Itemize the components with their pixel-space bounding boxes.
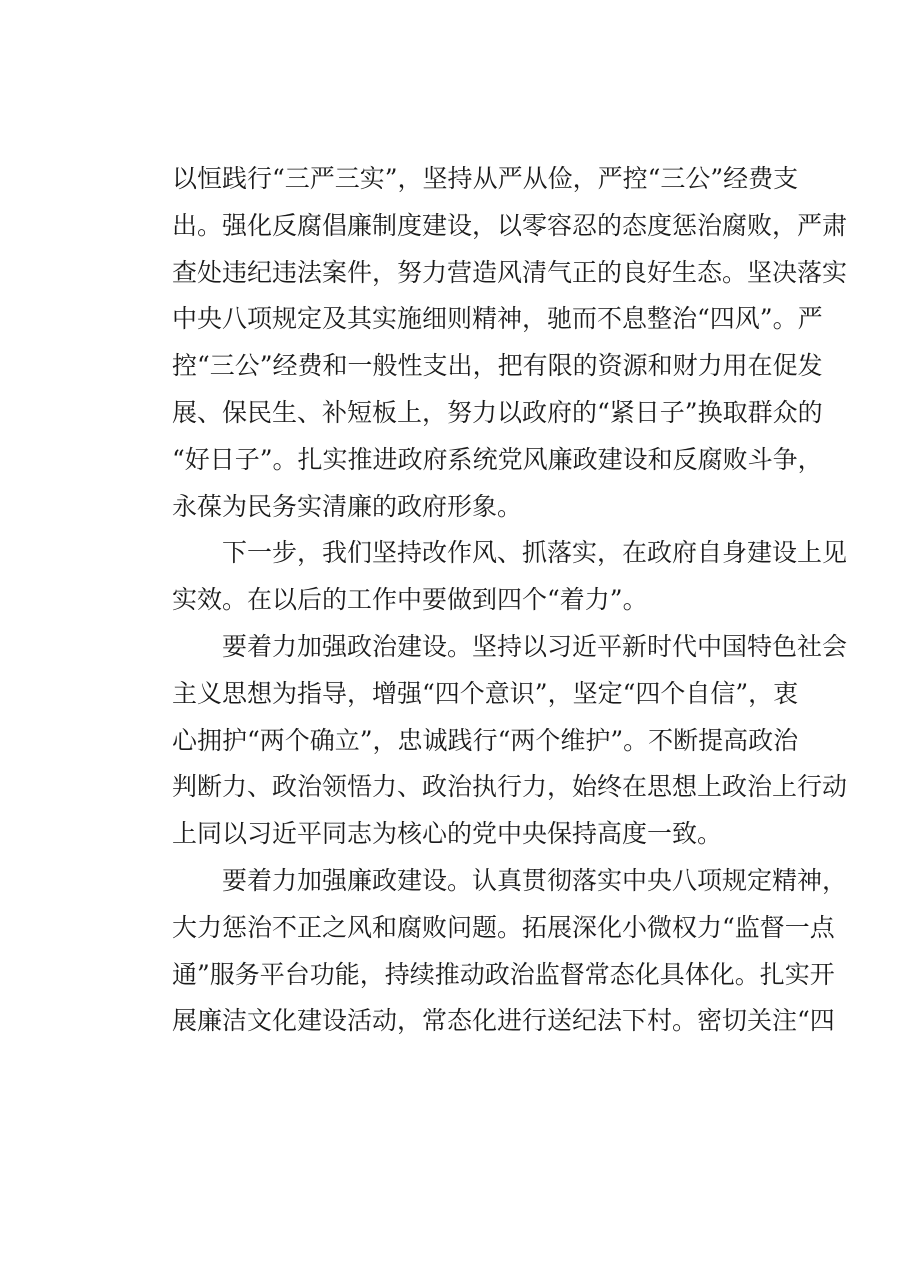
text-line: 以恒践行“三严三实”，坚持从严从俭，严控“三公”经费支 — [172, 164, 799, 193]
text-line: 展廉洁文化建设活动，常态化进行送纪法下村。密切关注“四 — [172, 1006, 835, 1036]
text-line: 要着力加强廉政建设。认真贯彻落实中央八项规定精神， — [172, 865, 848, 895]
text-line: 大力惩治不正之风和腐败问题。拓展深化小微权力“监督一点 — [172, 912, 835, 942]
text-line: 下一步，我们坚持改作风、抓落实，在政府自身建设上见 — [172, 538, 848, 568]
text-line: 主义思想为指导，增强“四个意识”，坚定“四个自信”，衷 — [172, 678, 799, 708]
text-line: 上同以习近平同志为核心的党中央保持高度一致。 — [172, 819, 723, 849]
text-line: 中央八项规定及其实施细则精神，驰而不息整治“四风”。严 — [172, 304, 823, 334]
body-text — [172, 156, 848, 1045]
text-line: 永葆为民务实清廉的政府形象。 — [172, 491, 523, 521]
text-line: 判断力、政治领悟力、政治执行力，始终在思想上政治上行动 — [172, 772, 848, 802]
text-line: 出。强化反腐倡廉制度建设，以零容忍的态度惩治腐败，严肃 — [172, 210, 848, 240]
text-line: 控“三公”经费和一般性支出，把有限的资源和财力用在促发 — [172, 351, 823, 381]
text-line: 展、保民生、补短板上，努力以政府的“紧日子”换取群众的 — [172, 397, 823, 427]
text-line: 心拥护“两个确立”，忠诚践行“两个维护”。不断提高政治 — [172, 725, 799, 755]
text-line: “好日子”。扎实推进政府系统党风廉政建设和反腐败斗争， — [172, 444, 823, 474]
text-line: 通”服务平台功能，持续推动政治监督常态化具体化。扎实开 — [172, 959, 835, 989]
text-line: 实效。在以后的工作中要做到四个“着力”。 — [172, 585, 648, 615]
text-line: 要着力加强政治建设。坚持以习近平新时代中国特色社会 — [172, 631, 848, 661]
text-line: 查处违纪违法案件，努力营造风清气正的良好生态。坚决落实 — [172, 257, 848, 287]
